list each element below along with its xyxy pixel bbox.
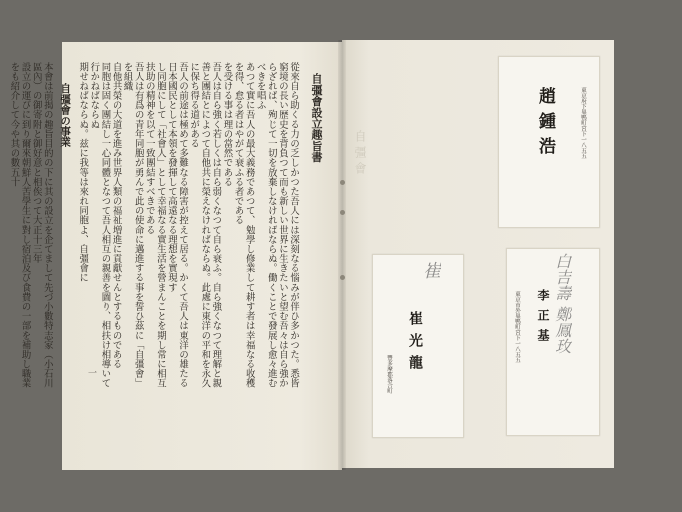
binding-hole: [340, 275, 345, 280]
paragraph: 吾人の前途は極めて多難なる障害が控えて居る。かくて吾人は東洋の雄たる日本國民として本領を發揮して高遠なる理想を實現す: [166, 62, 189, 389]
paragraph: 從來自ら助くる力の乏しかつた吾人には深刻なる惱みが伴ひ多かつた。悉皆窮境の長い歴史を背負つて而も新しい世界に生きたいと望む吾々は自ら強からざれば、殉じて一切を放棄しなければならぬ。働くことで發展し愈々進むべきを唱ふ: [254, 62, 300, 389]
card-name: 崔光龍: [407, 311, 423, 377]
paragraph: を受ける事は理の當然である: [221, 62, 233, 187]
card-name: 趙鍾浩: [535, 87, 555, 162]
binding-hole: [340, 210, 345, 215]
page-number: 一: [88, 369, 98, 379]
document-title: 自彊會設立趣旨書: [310, 73, 323, 163]
body-text: [8, 62, 323, 392]
paragraph: 設立の運びに到り爾來朝鮮人苦學生に對し宿泊及び食費の一部を補助し職業をも紹介して今や其の數五十: [8, 62, 31, 389]
paragraph: 吾人は自ら強く若しくは自ら弱くなつて自ら衰ふ。自ら強くなつて理解と親善と團結とによつて自他共に榮えなければならぬ。此處に東洋の平和を永久に保ち得る道がある: [188, 62, 222, 389]
paragraph: 本會は前揭の趣旨目的の下に其の設立を企てまして先づ小數特志家（小石川區內）の御寄附と御好意と相俟つて大正十三年: [30, 62, 53, 389]
paragraph: 期せねばならぬ。兹に我等は來れ同胞よ、自彊會に: [77, 62, 89, 283]
handwritten-note: 崔: [420, 261, 441, 279]
paragraph: 同胞は固く團結し一心同體となつて吾人相互の親善を圖り、相扶け相導いて行かねばならぬ: [88, 62, 111, 389]
business-card-2: [372, 254, 464, 438]
paragraph: し同胞にして「社會人」として幸福なる實生活を營まんことを期し常に相互扶助の精神を以て一致團結すべきである: [143, 62, 166, 389]
card-address: 東京市外巢鴨町宮下一八五五: [514, 291, 520, 363]
binding-hole: [340, 180, 345, 185]
card-address: 東京府下巢鴨町宮下一八五五: [580, 87, 586, 159]
show-through-text: 自彊會: [353, 130, 367, 178]
business-card-1: [498, 56, 600, 228]
book-gutter: [338, 40, 346, 470]
paragraph: 自他共榮の大道を進み世界人類の福祉増進に貢獻せんとするものである: [110, 62, 122, 369]
card-address: 豐多摩郡落合町: [386, 355, 392, 394]
paragraph: 吾人は有爲の青年同胞が勇んで此の使命に邁進する事を誓ひ茲に「自彊會」を組織: [121, 62, 144, 389]
handwritten-note: 白吉壽 鄭鳳玫: [552, 253, 572, 355]
paragraph: あつて實に吾人の最大義務であつて、勉學し修業して耕す者は幸福なる收穫を得、怠る者はやがて衰ふる者である: [232, 62, 255, 389]
card-name: 李正基: [536, 289, 550, 349]
business-card-3: [506, 248, 600, 436]
section-heading: 自彊會の事業: [59, 83, 72, 148]
